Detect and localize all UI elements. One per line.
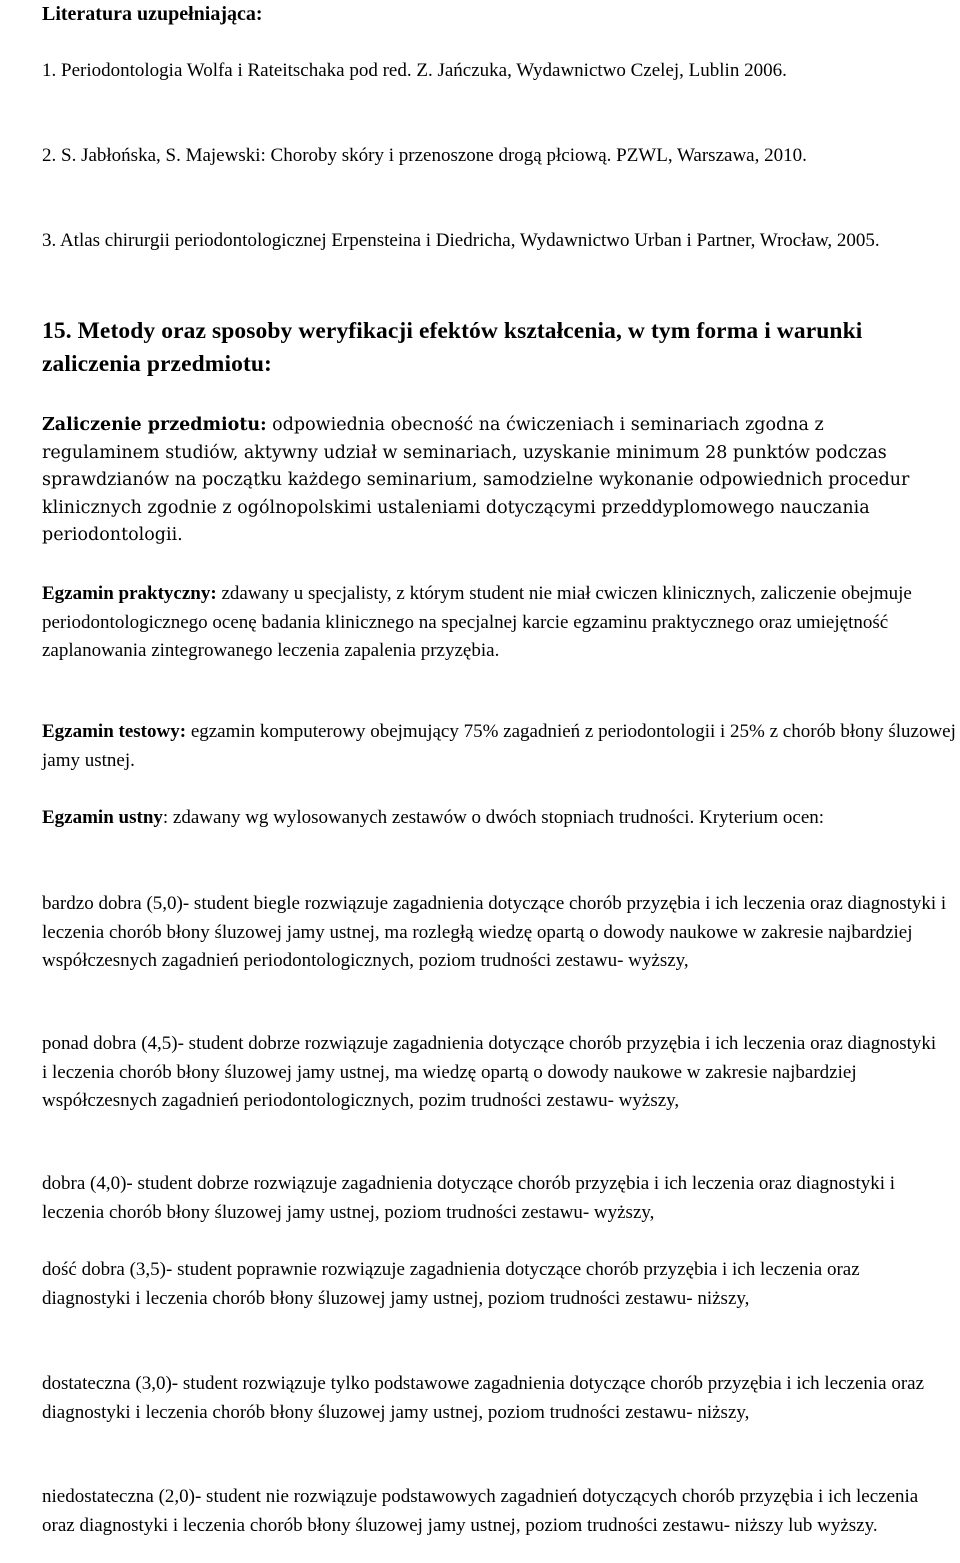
grade-niedostateczna: niedostateczna (2,0)- student nie rozwiązuje podstawowych zagadnień dotyczących chorób przyzębia i ich leczenia oraz diagnostyki i leczenia chorób błony śluzowej jamy ustnej, poziom trudności zestawu- niższy lub wyższy.: [42, 1486, 919, 1536]
egzamin-testowy-text: egzamin komputerowy obejmujący 75% zagadnień z periodontologii i 25% z chorób błony śluzowej jamy ustnej.: [42, 721, 956, 771]
literature-item-2: 2. S. Jabłońska, S. Majewski: Choroby skóry i przenoszone drogą płciową. PZWL, Warszawa, 2010.: [42, 145, 807, 166]
zaliczenie-text: odpowiednia obecność na ćwiczeniach i seminariach zgodna z regulaminem studiów, aktywny udział w seminariach, uzyskanie minimum 28 punktów podczas sprawdzianów na początku każdego seminarium, samodzielne wykonanie odpowiednich procedur klinicznych zgodnie z ogólnopolskimi ustaleniami dotyczącymi przeddyplomowego nauczania periodontologii.: [42, 415, 910, 545]
zaliczenie-paragraph: [42, 412, 942, 550]
literature-item-1: 1. Periodontologia Wolfa i Rateitschaka pod red. Z. Jańczuka, Wydawnictwo Czelej, Lublin 2006.: [42, 60, 787, 81]
grade-dostateczna: dostateczna (3,0)- student rozwiązuje tylko podstawowe zagadnienia dotyczące chorób przyzębia i ich leczenia oraz diagnostyki i leczenia chorób błony śluzowej jamy ustnej, poziom trudności zestawu- niższy,: [42, 1373, 925, 1423]
egzamin-ustny-text: : zdawany wg wylosowanych zestawów o dwóch stopniach trudności. Kryterium ocen:: [162, 807, 825, 828]
grade-ponad-dobra: ponad dobra (4,5)- student dobrze rozwiązuje zagadnienia dotyczące chorób przyzębia i ich leczenia oraz diagnostyki i leczenia chorób błony śluzowej jamy ustnej, ma wiedzę opartą o dowody naukowe w zakresie najbardziej współczesnych zagadnień periodontologicznych, pozim trudności zestawu- wyższy,: [42, 1033, 937, 1111]
egzamin-praktyczny-label: Egzamin praktyczny:: [42, 583, 217, 604]
literature-heading: Literatura uzupełniająca:: [42, 3, 263, 25]
literature-item-3: 3. Atlas chirurgii periodontologicznej Erpensteina i Diedricha, Wydawnictwo Urban i Partner, Wrocław, 2005.: [42, 230, 880, 251]
egzamin-testowy-label: Egzamin testowy:: [42, 721, 187, 742]
egzamin-testowy-paragraph: [42, 718, 960, 775]
egzamin-praktyczny-paragraph: [42, 580, 942, 666]
section-title: 15. Metody oraz sposoby weryfikacji efektów kształcenia, w tym forma i warunki zaliczenia przedmiotu:: [42, 318, 863, 377]
egzamin-ustny-label: Egzamin ustny: [42, 807, 163, 828]
grade-dobra: dobra (4,0)- student dobrze rozwiązuje zagadnienia dotyczące chorób przyzębia i ich leczenia oraz diagnostyki i leczenia chorób błony śluzowej jamy ustnej, poziom trudności zestawu- wyższy,: [42, 1173, 896, 1223]
egzamin-ustny-paragraph: [42, 804, 960, 833]
grade-dosc-dobra: dość dobra (3,5)- student poprawnie rozwiązuje zagadnienia dotyczące chorób przyzębia i ich leczenia oraz diagnostyki i leczenia chorób błony śluzowej jamy ustnej, poziom trudności zestawu- niższy,: [42, 1259, 860, 1309]
egzamin-praktyczny-text: zdawany u specjalisty, z którym student nie miał cwiczen klinicznych, zaliczenie obejmuje periodontologicznego ocenę badania klinicznego na specjalnej karcie egzaminu praktycznego oraz umiejętność zaplanowania zintegrowanego leczenia zapalenia przyzębia.: [42, 583, 912, 661]
grade-bardzo-dobra: bardzo dobra (5,0)- student biegle rozwiązuje zagadnienia dotyczące chorób przyzębia i ich leczenia oraz diagnostyki i leczenia chorób błony śluzowej jamy ustnej, ma rozległą wiedzę opartą o dowody naukowe w zakresie najbardziej współczesnych zagadnień periodontologicznych, poziom trudności zestawu- wyższy,: [42, 893, 947, 971]
zaliczenie-label: Zaliczenie przedmiotu:: [42, 415, 267, 435]
